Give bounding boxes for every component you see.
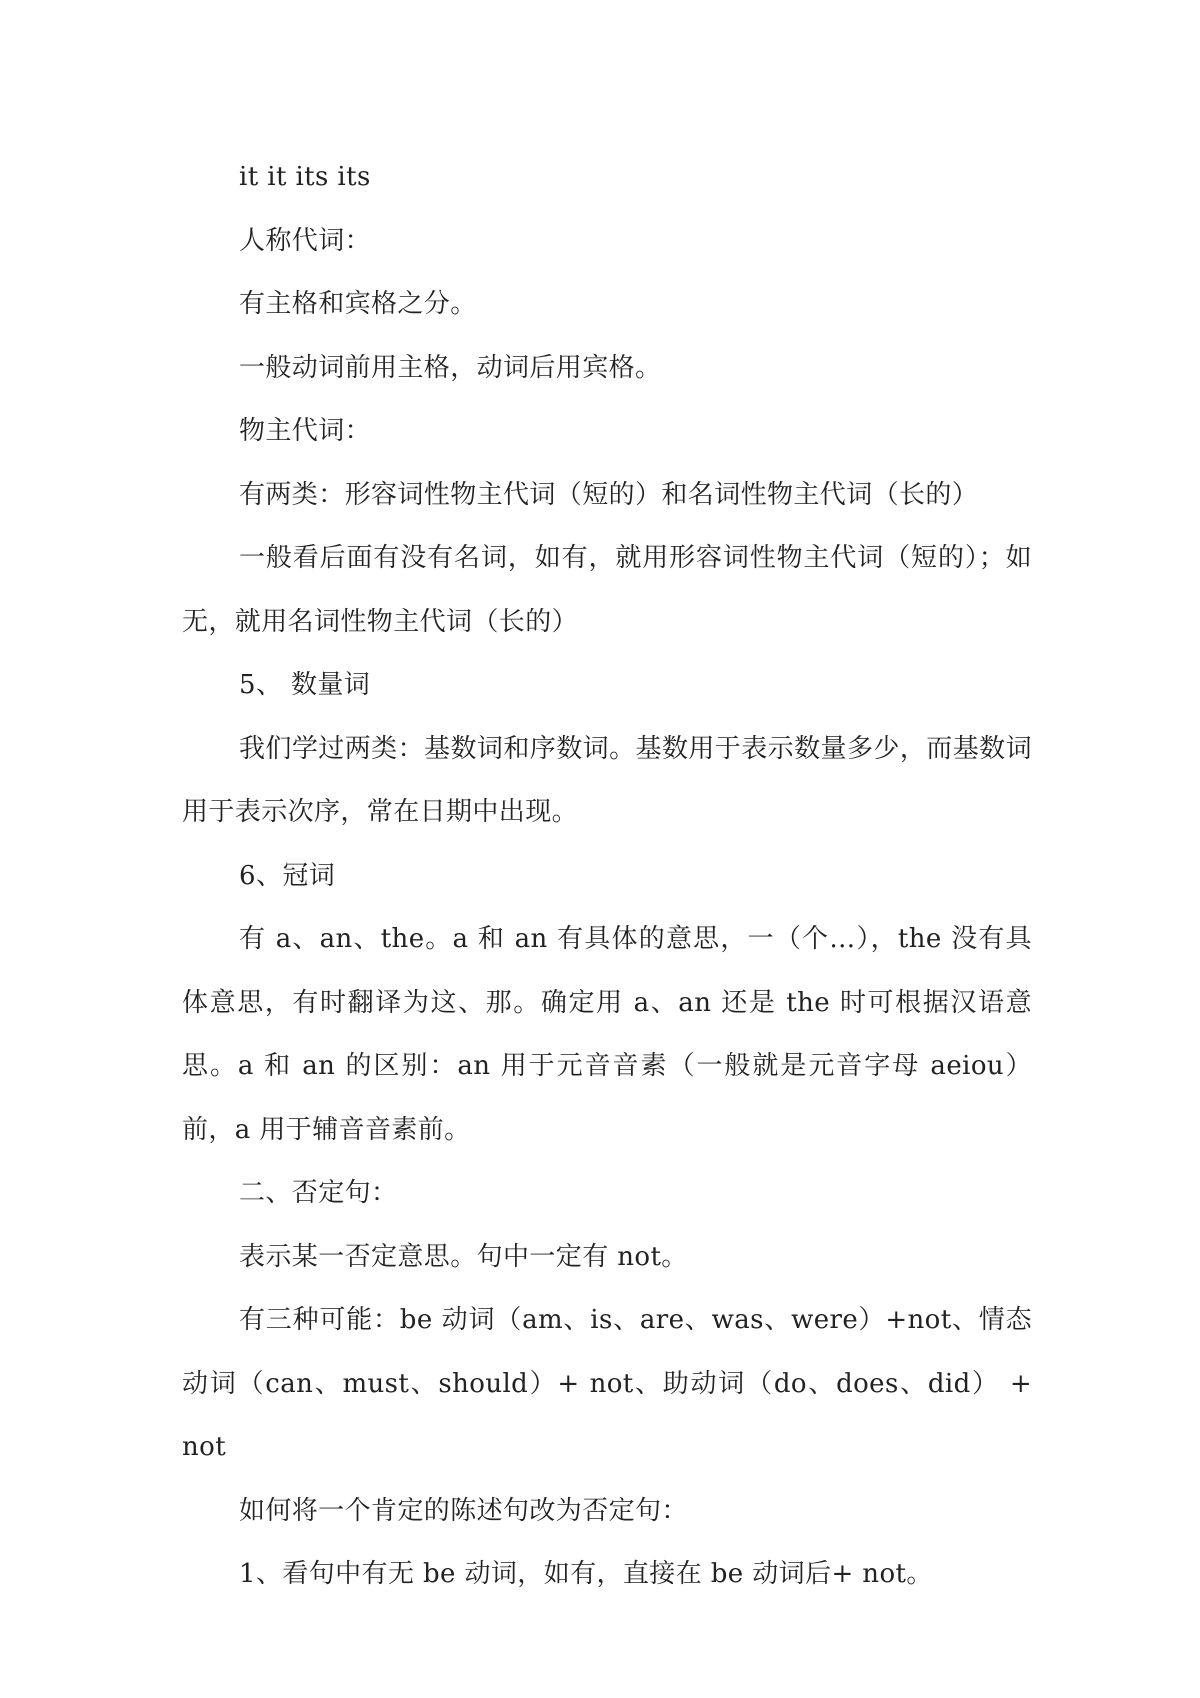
paragraph-possessive-types: 有两类：形容词性物主代词（短的）和名词性物主代词（长的） (239, 479, 979, 510)
paragraph-case-usage: 一般动词前用主格，动词后用宾格。 (239, 352, 662, 383)
paragraph-step-one: 1、看句中有无 be 动词，如有，直接在 be 动词后+ not。 (239, 1559, 933, 1589)
paragraph-numerals: 我们学过两类：基数词和序数词。基数用于表示数量多少，而基数词用于表示次序，常在日期中出现。 (182, 733, 1032, 827)
heading-negative-sentences: 二、否定句： (239, 1178, 398, 1208)
paragraph-negative-forms: 有三种可能：be 动词（am、is、are、was、were）+not、情态动词（can、must、should）+ not、助动词（do、does、did） + not (182, 1305, 1032, 1462)
paragraph-articles: 有 a、an、the。a 和 an 有具体的意思，一（个…），the 没有具体意思，有时翻译为这、那。确定用 a、an 还是 the 时可根据汉语意思。a 和 an 的区别：an 用于元音音素（一般就是元音字母 aeiou）前，a 用于辅音音素前。 (182, 924, 1032, 1145)
heading-possessive-pronouns: 物主代词： (239, 416, 372, 446)
heading-numerals: 5、 数量词 (239, 670, 371, 700)
paragraph-negative-meaning: 表示某一否定意思。句中一定有 not。 (239, 1241, 688, 1272)
heading-articles: 6、冠词 (239, 860, 336, 891)
paragraph-case-distinction: 有主格和宾格之分。 (239, 289, 477, 319)
heading-personal-pronouns: 人称代词： (239, 225, 372, 256)
document-body (182, 146, 1032, 1607)
paragraph-possessive-usage: 一般看后面有没有名词，如有，就用形容词性物主代词（短的）；如无，就用名词性物主代词（长的） (182, 543, 1032, 637)
paragraph-how-to-negate: 如何将一个肯定的陈述句改为否定句： (239, 1495, 688, 1526)
paragraph-pronoun-forms: it it its its (239, 162, 371, 192)
